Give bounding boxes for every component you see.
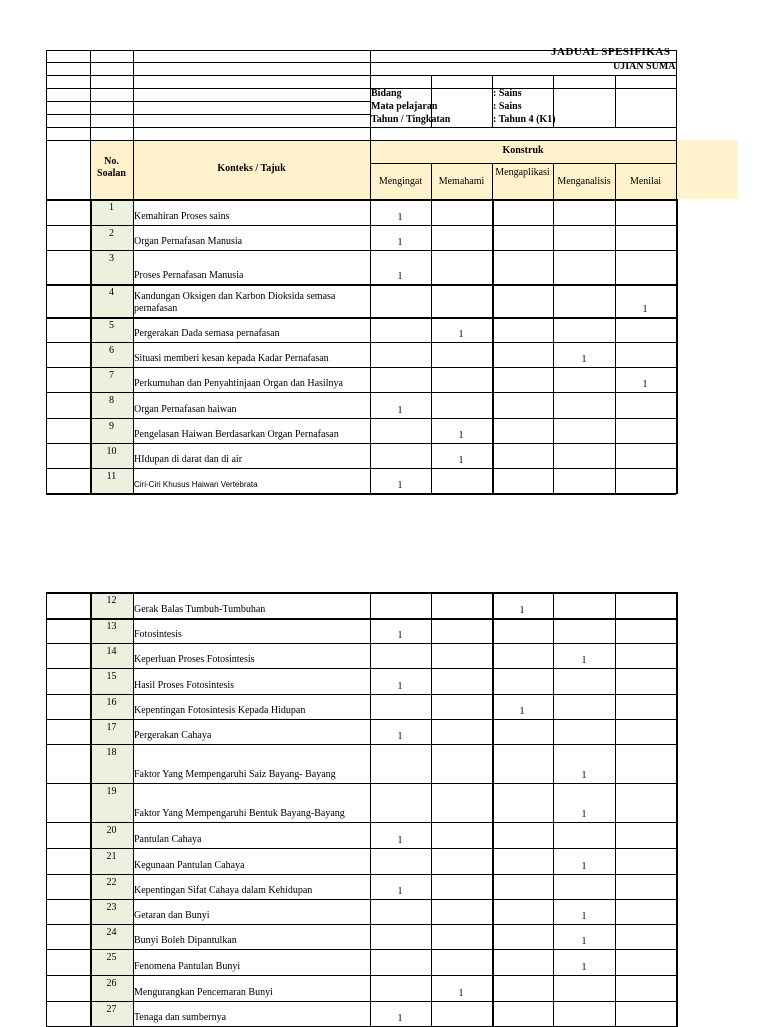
construct-mark: 1 (397, 1013, 403, 1024)
grid-line (46, 783, 676, 784)
construct-mark: 1 (581, 962, 587, 973)
document-title: JADUAL SPESIFIKAS (551, 46, 671, 58)
topic-text: Pantulan Cahaya (134, 834, 202, 845)
topic-text: Getaran dan Bunyi (134, 910, 210, 921)
grid-line (46, 284, 676, 286)
topic-text: Pengelasan Haiwan Berdasarkan Organ Pernafasan (134, 429, 339, 440)
grid-line (46, 392, 676, 393)
topic-text: Perkumuhan dan Penyahtinjaan Organ dan Hasilnya (134, 378, 343, 389)
construct-mark: 1 (397, 405, 403, 416)
mapel-value: : Sains (493, 101, 522, 112)
topic-text: Keperluan Proses Fotosintesis (134, 654, 255, 665)
question-number: 1 (109, 202, 114, 213)
bidang-value: : Sains (493, 88, 522, 99)
grid-line (46, 199, 47, 494)
construct-mark: 1 (581, 911, 587, 922)
mapel-label: Mata pelajaran (371, 101, 438, 112)
question-number: 11 (106, 471, 117, 482)
topic-text: Proses Pernafasan Manusia (134, 270, 244, 281)
construct-mark: 1 (458, 455, 464, 466)
grid-line (46, 199, 676, 201)
construct-mark: 1 (397, 886, 403, 897)
topic-text: Pergerakan Dada semasa pernafasan (134, 328, 280, 339)
question-number: 3 (109, 253, 114, 264)
question-number: 27 (106, 1004, 117, 1015)
question-number: 23 (106, 902, 117, 913)
question-number: 25 (106, 952, 117, 963)
topic-text: HIdupan di darat dan di air (134, 454, 243, 465)
grid-line (676, 199, 678, 494)
question-number: 17 (106, 722, 117, 733)
topic-text: Fotosintesis (134, 629, 182, 640)
question-number: 5 (109, 320, 114, 331)
grid-line (133, 50, 134, 140)
col-header-mengingat: Mengingat (378, 176, 423, 187)
grid-line (46, 88, 676, 89)
grid-line (370, 592, 371, 1027)
question-number: 26 (106, 978, 117, 989)
question-number: 18 (106, 747, 117, 758)
grid-line (46, 899, 676, 900)
construct-mark: 1 (581, 861, 587, 872)
construct-mark: 1 (458, 329, 464, 340)
grid-line (431, 592, 432, 1027)
construct-mark: 1 (581, 770, 587, 781)
grid-line (90, 50, 91, 140)
grid-line (46, 443, 676, 444)
grid-line (46, 592, 47, 1027)
topic-text: Ciri-Ciri Khusus Haiwan Vertebrata (134, 480, 258, 489)
grid-line (46, 618, 676, 620)
construct-mark: 1 (397, 237, 403, 248)
grid-line (46, 101, 370, 102)
bidang-label: Bidang (371, 88, 402, 99)
grid-line (46, 317, 676, 319)
construct-mark: 1 (397, 271, 403, 282)
grid-line (46, 75, 676, 76)
grid-line (676, 50, 677, 140)
grid-line (46, 949, 676, 950)
grid-line (46, 140, 676, 141)
topic-text: Gerak Balas Tumbuh-Tumbuhan (134, 604, 266, 615)
grid-line (46, 225, 676, 226)
construct-mark: 1 (642, 304, 648, 315)
grid-line (492, 199, 494, 494)
grid-line (46, 468, 676, 469)
construct-mark: 1 (581, 655, 587, 666)
grid-line (46, 643, 676, 644)
question-number: 16 (106, 697, 117, 708)
grid-line (370, 163, 676, 164)
grid-line (553, 199, 554, 494)
grid-line (46, 127, 676, 128)
grid-line (615, 75, 616, 127)
tahun-label: Tahun / Tingkatan (371, 114, 451, 125)
col-header-memahami: Memahami (438, 176, 485, 187)
question-number: 22 (106, 877, 117, 888)
topic-text: Kepentingan Sifat Cahaya dalam Kehidupan (134, 885, 313, 896)
topic-text: Kemahiran Proses sains (134, 211, 230, 222)
col-header-menilai: Menilai (629, 176, 662, 187)
question-number: 9 (109, 421, 114, 432)
grid-line (46, 62, 676, 63)
grid-line (492, 592, 494, 1027)
construct-mark: 1 (397, 681, 403, 692)
grid-line (46, 592, 676, 594)
no-soalan-header: No. Soalan (97, 156, 126, 179)
question-number: 2 (109, 228, 114, 239)
konteks-header: Konteks / Tajuk (217, 163, 286, 174)
grid-line (46, 50, 47, 140)
grid-line (46, 114, 370, 115)
grid-line (46, 874, 676, 875)
construct-mark: 1 (397, 835, 403, 846)
col-header-menganalisis: Menganalisis (557, 176, 611, 187)
grid-line (46, 493, 676, 495)
question-number: 6 (109, 345, 114, 356)
topic-text: Fenomena Pantulan Bunyi (134, 961, 241, 972)
question-number: 20 (106, 825, 117, 836)
topic-text: Tenaga dan sumbernya (134, 1012, 227, 1023)
grid-line (553, 592, 554, 1027)
grid-line (46, 924, 676, 925)
construct-mark: 1 (458, 988, 464, 999)
construct-mark: 1 (642, 379, 648, 390)
tahun-value: : Tahun 4 (K1) (493, 114, 556, 125)
question-number: 15 (106, 671, 117, 682)
grid-line (676, 140, 677, 199)
grid-line (46, 744, 676, 745)
construct-mark: 1 (397, 212, 403, 223)
grid-line (46, 822, 676, 823)
grid-line (46, 719, 676, 720)
topic-text: Hasil Proses Fotosintesis (134, 680, 235, 691)
topic-text: Pergerakan Cahaya (134, 730, 212, 741)
construct-mark: 1 (397, 630, 403, 641)
topic-text: Kepentingan Fotosintesis Kepada Hidupan (134, 705, 306, 716)
construct-mark: 1 (581, 936, 587, 947)
topic-text: Faktor Yang Mempengaruhi Saiz Bayang- Bayang (134, 769, 336, 780)
topic-text: Kegunaan Pantulan Cahaya (134, 860, 245, 871)
grid-line (676, 592, 678, 1027)
topic-text: Kandungan Oksigen dan Karbon Dioksida semasa pernafasan (134, 291, 336, 314)
construct-mark: 1 (397, 480, 403, 491)
construct-mark: 1 (581, 809, 587, 820)
grid-line (46, 140, 47, 199)
grid-line (615, 199, 616, 494)
question-number: 10 (106, 446, 117, 457)
col-header-mengaplikasi: Mengaplikasi (495, 167, 550, 178)
topic-text: Faktor Yang Mempengaruhi Bentuk Bayang-Bayang (134, 808, 345, 819)
grid-line (46, 848, 676, 849)
question-number: 4 (109, 287, 114, 298)
question-number: 13 (106, 621, 117, 632)
construct-mark: 1 (519, 706, 525, 717)
grid-line (46, 367, 676, 368)
grid-line (46, 694, 676, 695)
construct-mark: 1 (519, 605, 525, 616)
question-number: 19 (106, 786, 117, 797)
question-number: 8 (109, 395, 114, 406)
grid-line (46, 342, 676, 343)
konstruk-header: Konstruk (502, 145, 544, 156)
question-number: 14 (106, 646, 117, 657)
grid-line (46, 418, 676, 419)
grid-line (431, 199, 432, 494)
document-subtitle: UJIAN SUMA (613, 61, 676, 72)
grid-line (46, 1001, 676, 1002)
grid-line (46, 975, 676, 976)
topic-text: Bunyi Boleh Dipantulkan (134, 935, 237, 946)
question-number: 12 (106, 595, 117, 606)
topic-text: Organ Pernafasan haiwan (134, 404, 237, 415)
question-number: 24 (106, 927, 117, 938)
question-number: 7 (109, 370, 114, 381)
topic-text: Mengurangkan Pencemaran Bunyi (134, 987, 273, 998)
grid-line (615, 592, 616, 1027)
grid-line (46, 250, 676, 251)
topic-text: Organ Pernafasan Manusia (134, 236, 243, 247)
grid-line (370, 199, 371, 494)
question-number: 21 (106, 851, 117, 862)
grid-line (46, 668, 676, 669)
construct-mark: 1 (458, 430, 464, 441)
construct-mark: 1 (397, 731, 403, 742)
construct-mark: 1 (581, 354, 587, 365)
topic-text: Situasi memberi kesan kepada Kadar Pernafasan (134, 353, 329, 364)
